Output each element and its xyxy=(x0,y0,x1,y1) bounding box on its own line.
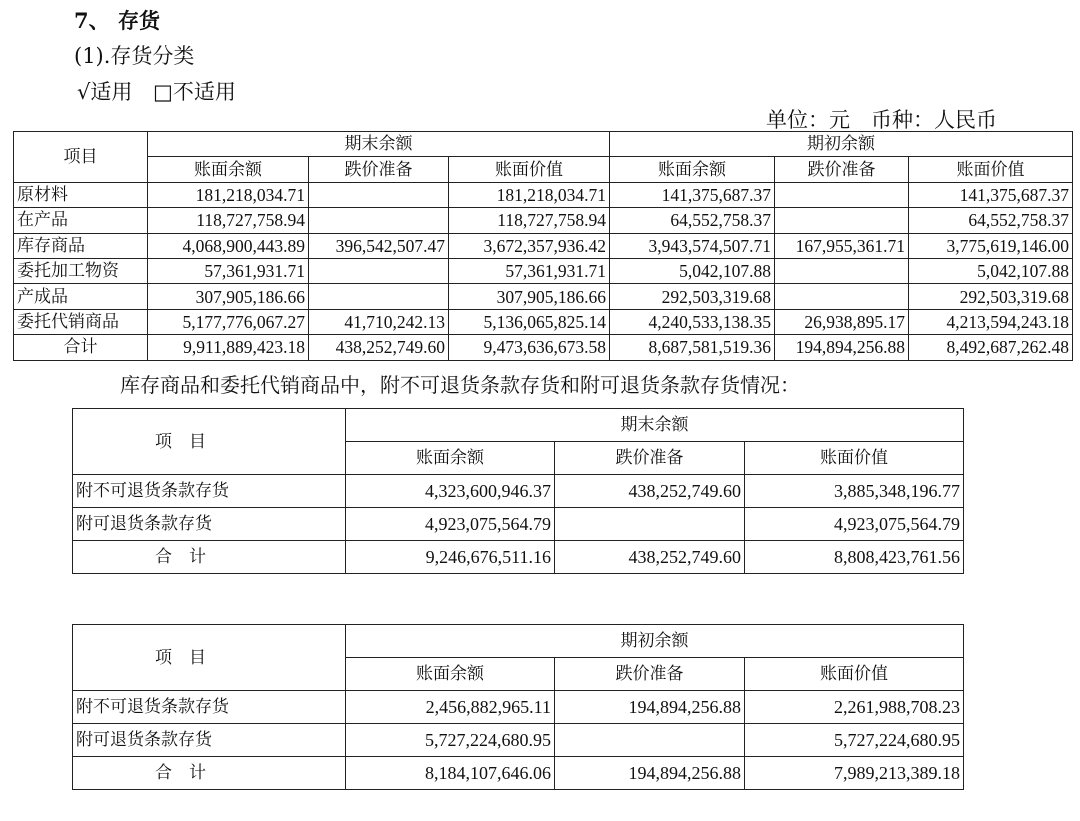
section-title: 存货 xyxy=(118,8,160,33)
table2-item-header: 项 目 xyxy=(73,409,346,475)
beginning-balance-table xyxy=(72,624,964,790)
cell-value: 4,213,594,243.18 xyxy=(909,309,1073,334)
cell-value: 5,727,224,680.95 xyxy=(346,724,555,757)
cell-value: 181,218,034.71 xyxy=(449,182,610,207)
table-row xyxy=(14,182,1073,207)
cell-value: 8,687,581,519.36 xyxy=(610,335,775,360)
cell-value: 5,177,776,067.27 xyxy=(148,309,309,334)
table1-col-header: 账面余额 xyxy=(148,157,309,182)
row-label: 附可退货条款存货 xyxy=(73,508,346,541)
cell-value: 64,552,758.37 xyxy=(909,208,1073,233)
table1-group-end: 期末余额 xyxy=(148,132,610,157)
cell-value: 181,218,034.71 xyxy=(148,182,309,207)
table-row xyxy=(14,208,1073,233)
row-label: 附不可退货条款存货 xyxy=(73,475,346,508)
row-label: 合 计 xyxy=(73,541,346,574)
row-label: 附不可退货条款存货 xyxy=(73,691,346,724)
table-row xyxy=(14,284,1073,309)
table1-col-header: 账面价值 xyxy=(449,157,610,182)
cell-value: 292,503,319.68 xyxy=(909,284,1073,309)
cell-value: 8,184,107,646.06 xyxy=(346,757,555,790)
cell-value: 4,323,600,946.37 xyxy=(346,475,555,508)
table1-col-header: 账面余额 xyxy=(610,157,775,182)
cell-value: 5,042,107.88 xyxy=(610,258,775,283)
cell-value: 3,885,348,196.77 xyxy=(745,475,964,508)
cell-value xyxy=(775,208,909,233)
table3-item-header: 项 目 xyxy=(73,625,346,691)
row-label: 在产品 xyxy=(14,208,148,233)
table-row xyxy=(14,258,1073,283)
cell-value: 292,503,319.68 xyxy=(610,284,775,309)
cell-value: 9,246,676,511.16 xyxy=(346,541,555,574)
table1-col-header: 账面价值 xyxy=(909,157,1073,182)
cell-value: 141,375,687.37 xyxy=(610,182,775,207)
ending-balance-table xyxy=(72,408,964,574)
cell-value: 194,894,256.88 xyxy=(555,691,745,724)
cell-value: 307,905,186.66 xyxy=(449,284,610,309)
cell-value: 64,552,758.37 xyxy=(610,208,775,233)
table-total-row xyxy=(73,757,964,790)
row-label: 委托加工物资 xyxy=(14,258,148,283)
cell-value: 3,672,357,936.42 xyxy=(449,233,610,258)
cell-value xyxy=(775,182,909,207)
cell-value: 5,042,107.88 xyxy=(909,258,1073,283)
cell-value: 5,727,224,680.95 xyxy=(745,724,964,757)
table-total-row xyxy=(14,335,1073,360)
table1-item-header: 项目 xyxy=(14,132,148,183)
subsection-title: (1).存货分类 xyxy=(74,44,195,68)
row-label: 合计 xyxy=(14,335,148,360)
table1-col-header: 跌价准备 xyxy=(309,157,449,182)
cell-value: 2,261,988,708.23 xyxy=(745,691,964,724)
table1-col-header: 跌价准备 xyxy=(775,157,909,182)
cell-value: 438,252,749.60 xyxy=(555,475,745,508)
inventory-classification-table xyxy=(13,131,1073,361)
cell-value: 4,068,900,443.89 xyxy=(148,233,309,258)
cell-value xyxy=(309,284,449,309)
table-row xyxy=(73,475,964,508)
cell-value: 4,923,075,564.79 xyxy=(346,508,555,541)
table2-col-header: 跌价准备 xyxy=(555,442,745,475)
cell-value: 307,905,186.66 xyxy=(148,284,309,309)
row-label: 合 计 xyxy=(73,757,346,790)
unit-label: 单位：元 币种：人民币 xyxy=(766,108,997,132)
option-not-applicable: □不适用 xyxy=(153,80,236,104)
note-text: 库存商品和委托代销商品中，附不可退货条款存货和附可退货条款存货情况： xyxy=(120,373,800,397)
table3-col-header: 账面余额 xyxy=(346,658,555,691)
cell-value xyxy=(775,284,909,309)
cell-value: 5,136,065,825.14 xyxy=(449,309,610,334)
cell-value: 57,361,931.71 xyxy=(449,258,610,283)
cell-value: 3,943,574,507.71 xyxy=(610,233,775,258)
cell-value: 8,808,423,761.56 xyxy=(745,541,964,574)
option-applicable: √适用 xyxy=(77,80,133,104)
row-label: 原材料 xyxy=(14,182,148,207)
cell-value: 396,542,507.47 xyxy=(309,233,449,258)
cell-value: 7,989,213,389.18 xyxy=(745,757,964,790)
cell-value: 4,240,533,138.35 xyxy=(610,309,775,334)
row-label: 产成品 xyxy=(14,284,148,309)
cell-value: 167,955,361.71 xyxy=(775,233,909,258)
cell-value: 141,375,687.37 xyxy=(909,182,1073,207)
cell-value xyxy=(555,508,745,541)
table-row xyxy=(73,691,964,724)
row-label: 库存商品 xyxy=(14,233,148,258)
cell-value: 57,361,931.71 xyxy=(148,258,309,283)
cell-value: 2,456,882,965.11 xyxy=(346,691,555,724)
table3-col-header: 跌价准备 xyxy=(555,658,745,691)
row-label: 附可退货条款存货 xyxy=(73,724,346,757)
table1-group-begin: 期初余额 xyxy=(610,132,1073,157)
cell-value: 8,492,687,262.48 xyxy=(909,335,1073,360)
cell-value: 118,727,758.94 xyxy=(449,208,610,233)
cell-value xyxy=(555,724,745,757)
cell-value: 9,911,889,423.18 xyxy=(148,335,309,360)
cell-value: 194,894,256.88 xyxy=(775,335,909,360)
cell-value xyxy=(775,258,909,283)
cell-value: 118,727,758.94 xyxy=(148,208,309,233)
table-row xyxy=(73,724,964,757)
table2-col-header: 账面价值 xyxy=(745,442,964,475)
table-row xyxy=(14,309,1073,334)
table3-group-header: 期初余额 xyxy=(346,625,964,658)
table-row xyxy=(73,508,964,541)
table-total-row xyxy=(73,541,964,574)
table-row xyxy=(14,233,1073,258)
cell-value: 26,938,895.17 xyxy=(775,309,909,334)
table2-col-header: 账面余额 xyxy=(346,442,555,475)
cell-value xyxy=(309,182,449,207)
cell-value xyxy=(309,258,449,283)
section-number: 7、 xyxy=(74,8,110,33)
cell-value: 194,894,256.88 xyxy=(555,757,745,790)
cell-value: 41,710,242.13 xyxy=(309,309,449,334)
cell-value xyxy=(309,208,449,233)
table2-group-header: 期末余额 xyxy=(346,409,964,442)
cell-value: 3,775,619,146.00 xyxy=(909,233,1073,258)
cell-value: 438,252,749.60 xyxy=(555,541,745,574)
cell-value: 438,252,749.60 xyxy=(309,335,449,360)
cell-value: 4,923,075,564.79 xyxy=(745,508,964,541)
table3-col-header: 账面价值 xyxy=(745,658,964,691)
row-label: 委托代销商品 xyxy=(14,309,148,334)
cell-value: 9,473,636,673.58 xyxy=(449,335,610,360)
